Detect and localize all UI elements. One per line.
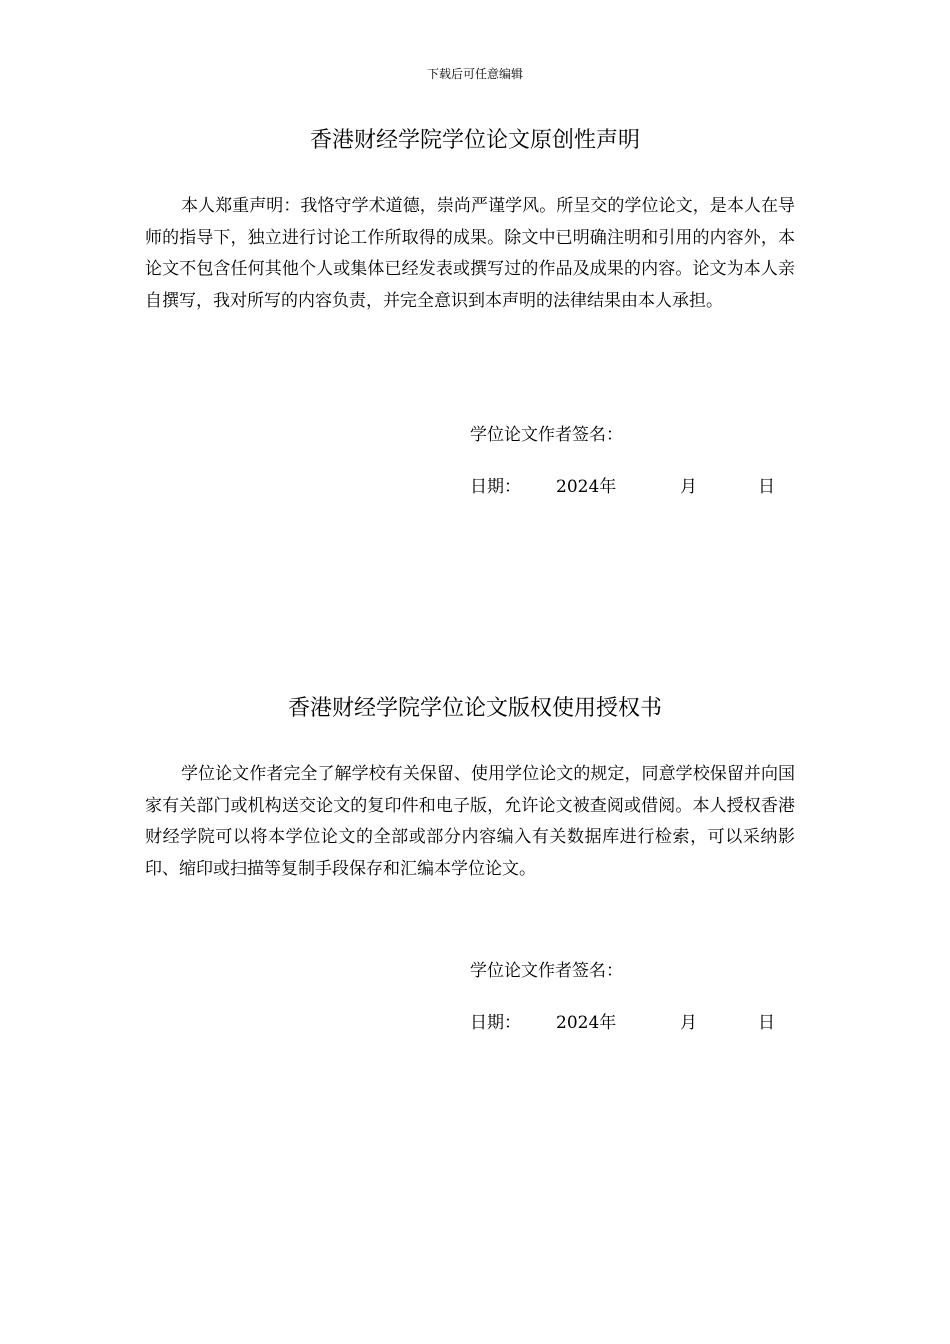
originality-date-year: 2024年 [556, 477, 617, 497]
copyright-date-year: 2024年 [556, 1013, 617, 1033]
copyright-date-label: 日期： [470, 1013, 521, 1033]
copyright-date-month: 月 [680, 1013, 697, 1033]
header-note: 下载后可任意编辑 [426, 67, 523, 81]
originality-date-row [470, 475, 775, 499]
originality-date-day: 日 [758, 477, 775, 497]
copyright-title: 香港财经学院学位论文版权使用授权书 [287, 696, 662, 721]
originality-body: 本人郑重声明：我恪守学术道德，崇尚严谨学风。所呈交的学位论文，是本人在导师的指导下，独立进行讨论工作所取得的成果。除文中已明确注明和引用的内容外，本论文不包含任何其他个人或集体已经发表或撰写过的作品及成果的内容。论文为本人亲自撰写，我对所写的内容负责，并完全意识到本声明的法律结果由本人承担。 [145, 196, 795, 311]
originality-title: 香港财经学院学位论文原创性声明 [309, 128, 640, 153]
copyright-date-row [470, 1011, 775, 1035]
originality-signature-label: 学位论文作者签名： [470, 425, 623, 445]
originality-date-label: 日期： [470, 477, 521, 497]
copyright-signature-label: 学位论文作者签名： [470, 961, 623, 981]
originality-date-month: 月 [680, 477, 697, 497]
copyright-body: 学位论文作者完全了解学校有关保留、使用学位论文的规定，同意学校保留并向国家有关部门或机构送交论文的复印件和电子版，允许论文被查阅或借阅。本人授权香港财经学院可以将本学位论文的全部或部分内容编入有关数据库进行检索，可以采纳影印、缩印或扫描等复制手段保存和汇编本学位论文。 [145, 764, 795, 879]
copyright-date-day: 日 [758, 1013, 775, 1033]
